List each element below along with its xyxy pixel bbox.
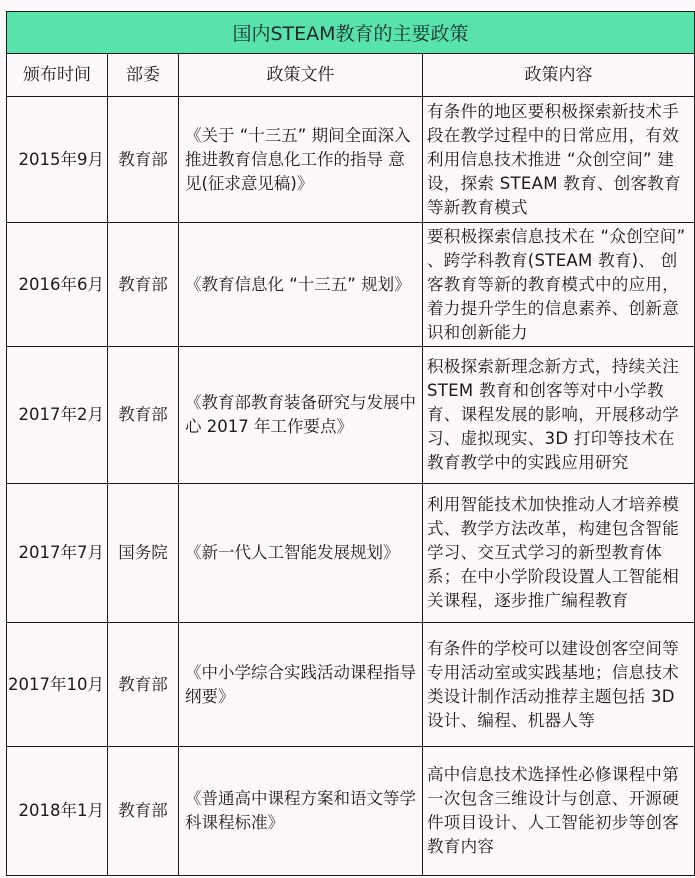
department-cell: 教育部 bbox=[108, 223, 179, 347]
document-cell: 《普通高中课程方案和语文等学科课程标准》 bbox=[179, 747, 423, 876]
table-row bbox=[7, 747, 695, 876]
department-cell: 国务院 bbox=[108, 484, 179, 623]
date-cell: 2017年10月 bbox=[7, 623, 108, 747]
policy-table bbox=[6, 11, 695, 876]
table-row bbox=[7, 223, 695, 347]
date-cell: 2016年6月 bbox=[7, 223, 108, 347]
table-title: 国内STEAM教育的主要政策 bbox=[7, 12, 695, 54]
content-cell: 积极探索新理念新方式，持续关注 STEM 教育和创客等对中小学教育、课程发展的影响，开展移动学习、虚拟现实、3D 打印等技术在教育教学中的实践应用研究 bbox=[423, 347, 695, 484]
department-cell: 教育部 bbox=[108, 623, 179, 747]
table-row bbox=[7, 484, 695, 623]
column-header-content: 政策内容 bbox=[423, 54, 695, 97]
content-cell: 有条件的学校可以建设创客空间等专用活动室或实践基地；信息技术类设计制作活动推荐主题包括 3D 设计、编程、机器人等 bbox=[423, 623, 695, 747]
date-cell: 2017年7月 bbox=[7, 484, 108, 623]
department-cell: 教育部 bbox=[108, 747, 179, 876]
department-cell: 教育部 bbox=[108, 97, 179, 223]
table-row bbox=[7, 97, 695, 223]
document-cell: 《关于 “十三五” 期间全面深入 推进教育信息化工作的指导 意见(征求意见稿)》 bbox=[179, 97, 423, 223]
document-cell: 《教育部教育装备研究与发展中心 2017 年工作要点》 bbox=[179, 347, 423, 484]
content-cell: 要积极探索信息技术在 “众创空间” 、跨学科教育(STEAM 教育)、 创客教育等新的教育模式中的应用，着力提升学生的信息素养、创新意识和创新能力 bbox=[423, 223, 695, 347]
date-cell: 2018年1月 bbox=[7, 747, 108, 876]
document-cell: 《教育信息化 “十三五” 规划》 bbox=[179, 223, 423, 347]
table-row bbox=[7, 347, 695, 484]
header-row bbox=[7, 54, 695, 97]
content-cell: 利用智能技术加快推动人才培养模式、教学方法改革，构建包含智能学习、交互式学习的新型教育体系；在中小学阶段设置人工智能相关课程，逐步推广编程教育 bbox=[423, 484, 695, 623]
date-cell: 2015年9月 bbox=[7, 97, 108, 223]
content-cell: 高中信息技术选择性必修课程中第一次包含三维设计与创意、开源硬件项目设计、人工智能初步等创客教育内容 bbox=[423, 747, 695, 876]
table-row bbox=[7, 623, 695, 747]
column-header-date: 颁布时间 bbox=[7, 54, 108, 97]
column-header-department: 部委 bbox=[108, 54, 179, 97]
content-cell: 有条件的地区要积极探索新技术手段在教学过程中的日常应用，有效利用信息技术推进 “众创空间” 建设，探索 STEAM 教育、创客教育等新教育模式 bbox=[423, 97, 695, 223]
document-cell: 《中小学综合实践活动课程指导纲要》 bbox=[179, 623, 423, 747]
date-cell: 2017年2月 bbox=[7, 347, 108, 484]
department-cell: 教育部 bbox=[108, 347, 179, 484]
column-header-document: 政策文件 bbox=[179, 54, 423, 97]
document-cell: 《新一代人工智能发展规划》 bbox=[179, 484, 423, 623]
